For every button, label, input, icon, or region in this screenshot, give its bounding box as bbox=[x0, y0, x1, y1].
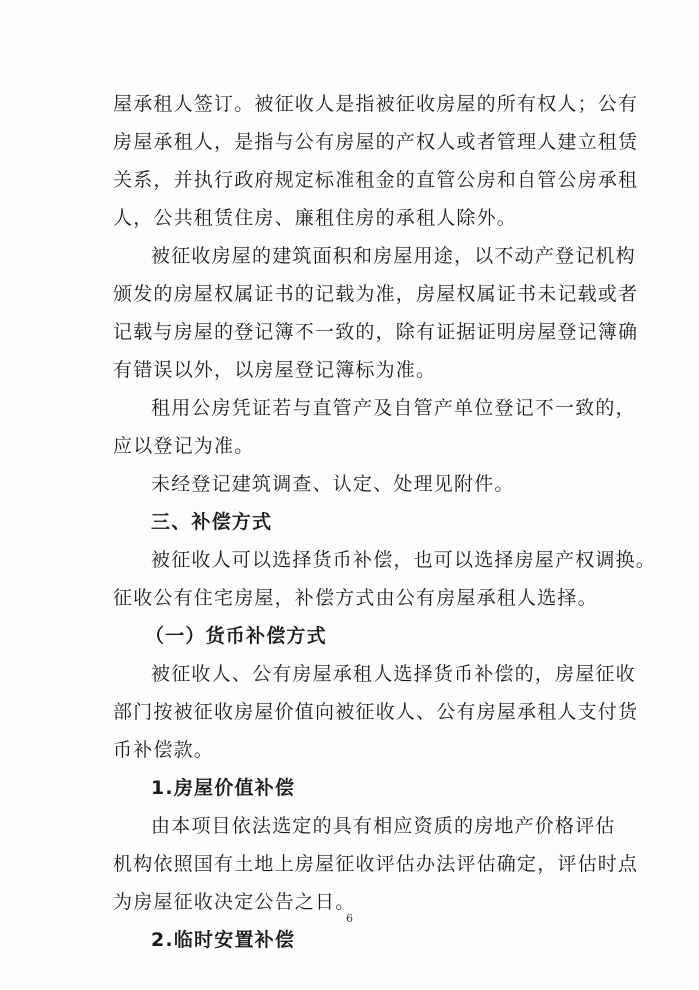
text-line: 由本项目依法选定的具有相应资质的房地产价格评估 bbox=[151, 815, 616, 837]
item-heading: 1.房屋价值补偿 bbox=[151, 777, 296, 799]
text-line: 应以登记为准。 bbox=[113, 435, 255, 457]
text-line: 颁发的房屋权属证书的记载为准，房屋权属证书未记载或者 bbox=[113, 283, 639, 305]
text-line: 有错误以外，以房屋登记簿标为准。 bbox=[113, 359, 437, 381]
text-line: 未经登记建筑调查、认定、处理见附件。 bbox=[151, 473, 515, 495]
text-line: 记载与房屋的登记簿不一致的，除有证据证明房屋登记簿确 bbox=[113, 321, 639, 343]
text-line: 关系，并执行政府规定标准租金的直管公房和自管公房承租 bbox=[113, 169, 639, 191]
text-line: 部门按被征收房屋价值向被征收人、公有房屋承租人支付货 bbox=[113, 701, 639, 723]
text-line: 屋承租人签订。被征收人是指被征收房屋的所有权人；公有 bbox=[113, 93, 639, 115]
text-line: 租用公房凭证若与直管产及自管产单位登记不一致的， bbox=[151, 397, 636, 419]
text-line: 被征收人可以选择货币补偿，也可以选择房屋产权调换。 bbox=[151, 549, 657, 571]
text-line: 被征收人、公有房屋承租人选择货币补偿的，房屋征收 bbox=[151, 663, 636, 685]
section-heading: 三、补偿方式 bbox=[151, 511, 273, 533]
text-line: 征收公有住宅房屋，补偿方式由公有房屋承租人选择。 bbox=[113, 587, 598, 609]
page-number: 6 bbox=[346, 912, 353, 925]
text-line: 房屋承租人，是指与公有房屋的产权人或者管理人建立租赁 bbox=[113, 131, 639, 153]
item-heading: 2.临时安置补偿 bbox=[151, 929, 296, 951]
subsection-heading: （一）货币补偿方式 bbox=[145, 625, 327, 647]
body-text bbox=[113, 85, 657, 959]
text-line: 为房屋征收决定公告之日。 bbox=[113, 891, 356, 913]
text-line: 人，公共租赁住房、廉租住房的承租人除外。 bbox=[113, 207, 518, 229]
text-line: 被征收房屋的建筑面积和房屋用途，以不动产登记机构 bbox=[151, 245, 636, 267]
text-line: 机构依照国有土地上房屋征收评估办法评估确定，评估时点 bbox=[113, 853, 639, 875]
text-line: 币补偿款。 bbox=[113, 739, 215, 761]
